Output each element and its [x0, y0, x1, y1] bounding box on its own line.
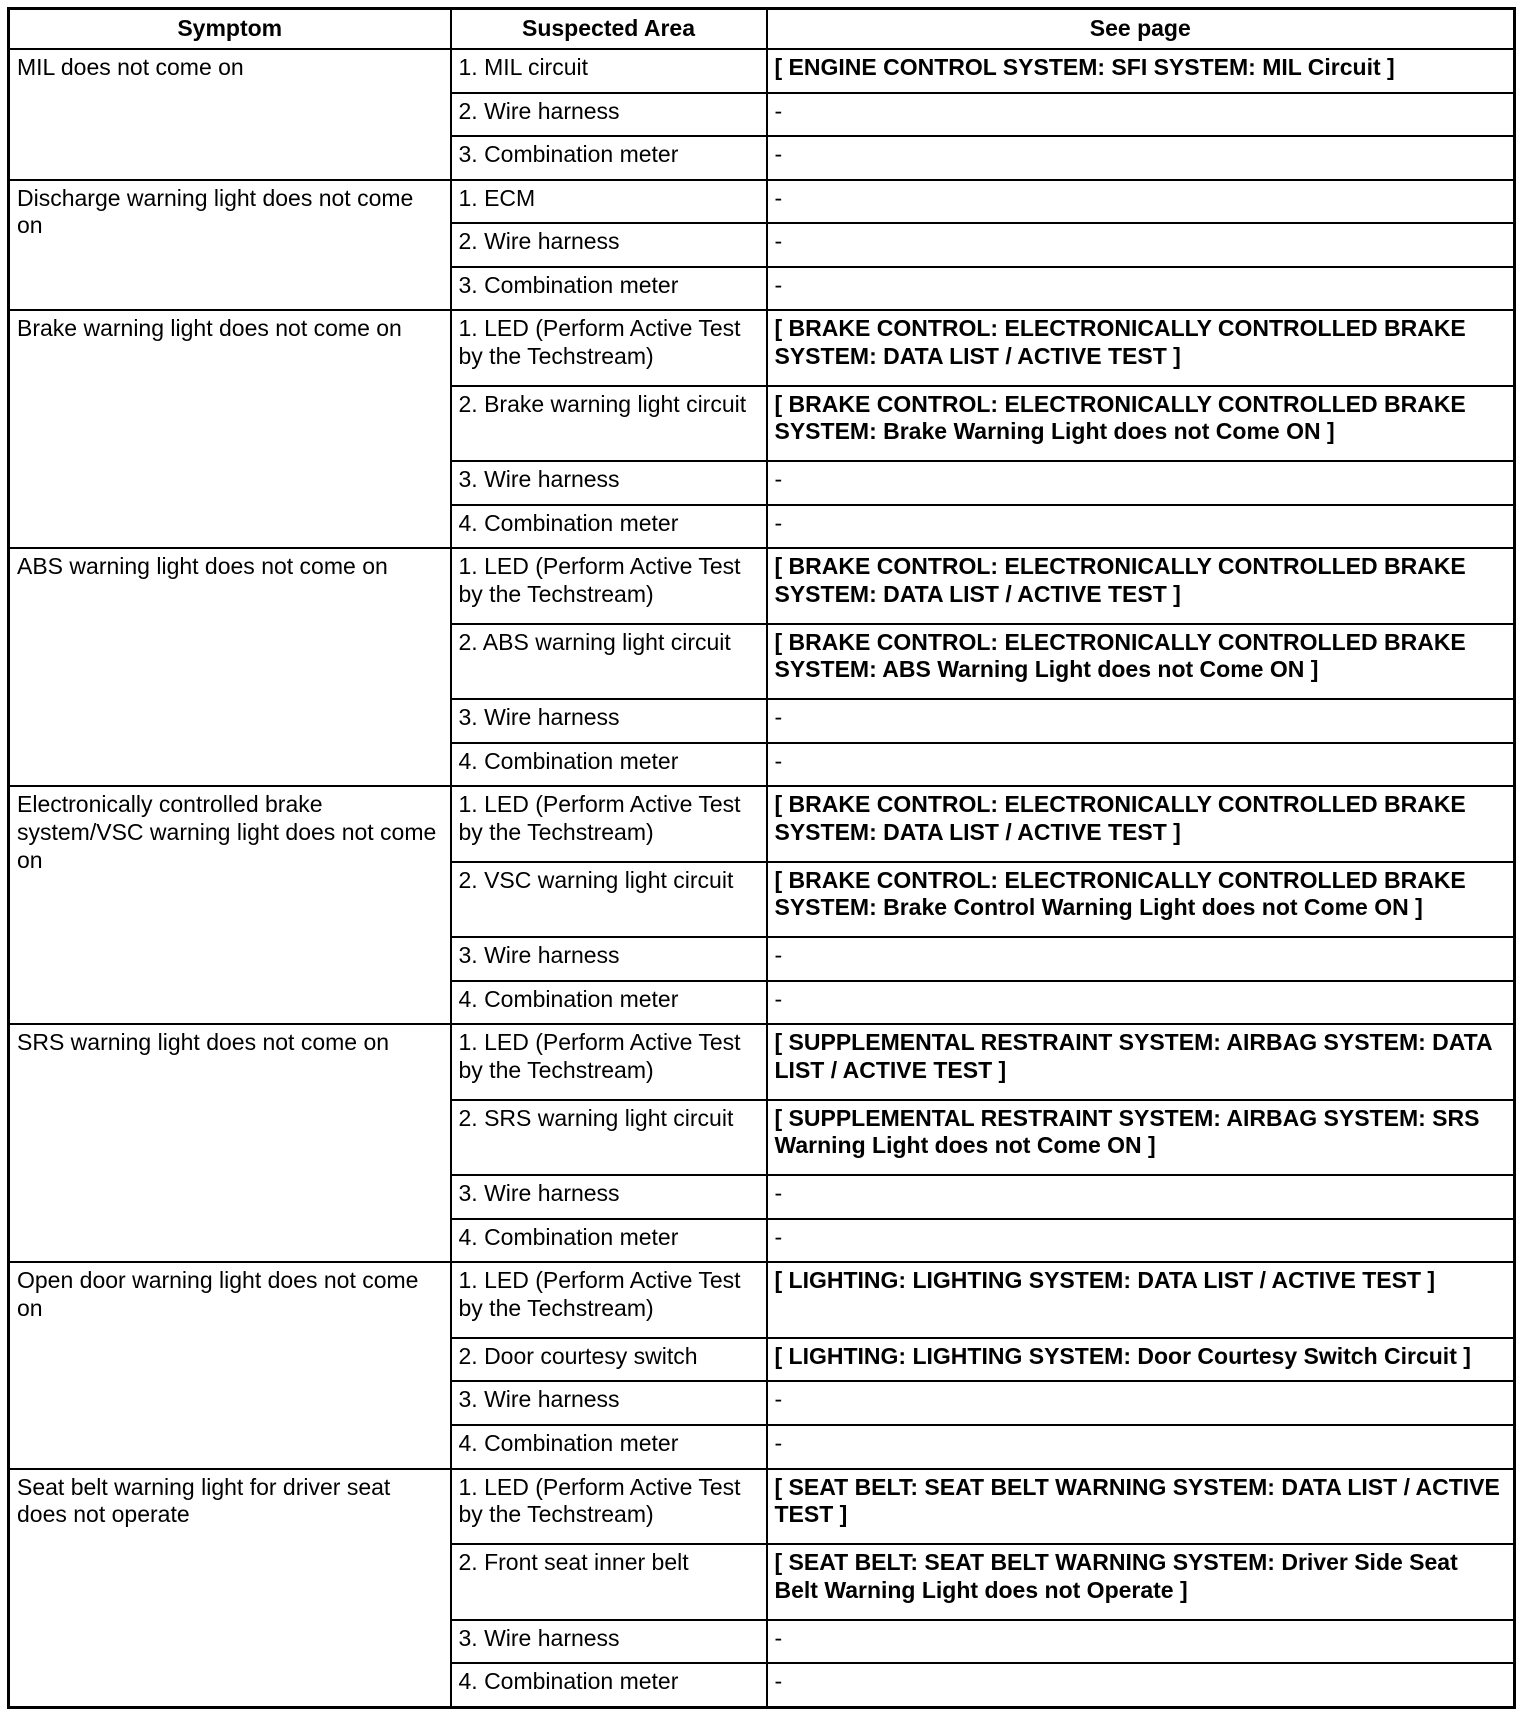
suspected-area-cell: 4. Combination meter	[451, 1219, 767, 1263]
see-page-reference: [ SUPPLEMENTAL RESTRAINT SYSTEM: AIRBAG SYSTEM: DATA LIST / ACTIVE TEST ]	[767, 1024, 1515, 1100]
table-row	[9, 786, 1515, 862]
see-page-cell: -	[767, 267, 1515, 311]
see-page-cell: -	[767, 1381, 1515, 1425]
suspected-area-cell: 4. Combination meter	[451, 1425, 767, 1469]
see-page-reference: [ BRAKE CONTROL: ELECTRONICALLY CONTROLLED BRAKE SYSTEM: Brake Warning Light does not Come ON ]	[767, 386, 1515, 462]
header-see-page: See page	[767, 9, 1515, 50]
suspected-area-cell: 3. Wire harness	[451, 1175, 767, 1219]
symptom-cell: ABS warning light does not come on	[9, 548, 451, 786]
suspected-area-cell: 4. Combination meter	[451, 1663, 767, 1707]
table-row	[9, 548, 1515, 624]
problem-symptoms-table	[7, 7, 1516, 1709]
header-row	[9, 9, 1515, 50]
see-page-cell: -	[767, 1425, 1515, 1469]
see-page-reference: [ SEAT BELT: SEAT BELT WARNING SYSTEM: Driver Side Seat Belt Warning Light does not Operate ]	[767, 1544, 1515, 1620]
suspected-area-cell: 1. LED (Perform Active Test by the Techstream)	[451, 548, 767, 624]
symptom-cell: Electronically controlled brake system/VSC warning light does not come on	[9, 786, 451, 1024]
table-row	[9, 1262, 1515, 1338]
see-page-cell: -	[767, 743, 1515, 787]
see-page-reference: [ LIGHTING: LIGHTING SYSTEM: DATA LIST / ACTIVE TEST ]	[767, 1262, 1515, 1338]
symptom-cell: Seat belt warning light for driver seat does not operate	[9, 1469, 451, 1708]
suspected-area-cell: 3. Wire harness	[451, 699, 767, 743]
see-page-reference: [ BRAKE CONTROL: ELECTRONICALLY CONTROLLED BRAKE SYSTEM: ABS Warning Light does not Come ON ]	[767, 624, 1515, 700]
header-symptom: Symptom	[9, 9, 451, 50]
see-page-cell: -	[767, 93, 1515, 137]
suspected-area-cell: 3. Wire harness	[451, 461, 767, 505]
suspected-area-cell: 2. VSC warning light circuit	[451, 862, 767, 938]
symptom-cell: Brake warning light does not come on	[9, 310, 451, 548]
suspected-area-cell: 1. LED (Perform Active Test by the Techstream)	[451, 1024, 767, 1100]
suspected-area-cell: 4. Combination meter	[451, 505, 767, 549]
see-page-cell: -	[767, 981, 1515, 1025]
table-row	[9, 180, 1515, 224]
suspected-area-cell: 3. Combination meter	[451, 136, 767, 180]
see-page-reference: [ BRAKE CONTROL: ELECTRONICALLY CONTROLLED BRAKE SYSTEM: DATA LIST / ACTIVE TEST ]	[767, 548, 1515, 624]
suspected-area-cell: 2. Wire harness	[451, 93, 767, 137]
header-suspected-area: Suspected Area	[451, 9, 767, 50]
suspected-area-cell: 1. LED (Perform Active Test by the Techstream)	[451, 1262, 767, 1338]
suspected-area-cell: 3. Combination meter	[451, 267, 767, 311]
see-page-reference: [ SEAT BELT: SEAT BELT WARNING SYSTEM: DATA LIST / ACTIVE TEST ]	[767, 1469, 1515, 1545]
suspected-area-cell: 2. Wire harness	[451, 223, 767, 267]
suspected-area-cell: 1. MIL circuit	[451, 49, 767, 93]
suspected-area-cell: 1. LED (Perform Active Test by the Techstream)	[451, 786, 767, 862]
see-page-cell: -	[767, 937, 1515, 981]
suspected-area-cell: 3. Wire harness	[451, 1381, 767, 1425]
table-body	[9, 49, 1515, 1708]
see-page-cell: -	[767, 1663, 1515, 1707]
symptom-cell: Discharge warning light does not come on	[9, 180, 451, 311]
see-page-cell: -	[767, 505, 1515, 549]
see-page-reference: [ ENGINE CONTROL SYSTEM: SFI SYSTEM: MIL Circuit ]	[767, 49, 1515, 93]
table-row	[9, 49, 1515, 93]
suspected-area-cell: 3. Wire harness	[451, 937, 767, 981]
table-row	[9, 1024, 1515, 1100]
see-page-cell: -	[767, 1219, 1515, 1263]
symptom-cell: SRS warning light does not come on	[9, 1024, 451, 1262]
see-page-reference: [ LIGHTING: LIGHTING SYSTEM: Door Courtesy Switch Circuit ]	[767, 1338, 1515, 1382]
table-row	[9, 1469, 1515, 1545]
see-page-cell: -	[767, 180, 1515, 224]
see-page-reference: [ BRAKE CONTROL: ELECTRONICALLY CONTROLLED BRAKE SYSTEM: Brake Control Warning Light does not Come ON ]	[767, 862, 1515, 938]
symptom-cell: Open door warning light does not come on	[9, 1262, 451, 1468]
see-page-cell: -	[767, 1175, 1515, 1219]
see-page-cell: -	[767, 136, 1515, 180]
see-page-cell: -	[767, 699, 1515, 743]
see-page-reference: [ SUPPLEMENTAL RESTRAINT SYSTEM: AIRBAG SYSTEM: SRS Warning Light does not Come ON ]	[767, 1100, 1515, 1176]
suspected-area-cell: 1. LED (Perform Active Test by the Techstream)	[451, 1469, 767, 1545]
table-row	[9, 310, 1515, 386]
symptom-cell: MIL does not come on	[9, 49, 451, 180]
suspected-area-cell: 2. ABS warning light circuit	[451, 624, 767, 700]
suspected-area-cell: 1. ECM	[451, 180, 767, 224]
suspected-area-cell: 2. Door courtesy switch	[451, 1338, 767, 1382]
see-page-cell: -	[767, 223, 1515, 267]
see-page-reference: [ BRAKE CONTROL: ELECTRONICALLY CONTROLLED BRAKE SYSTEM: DATA LIST / ACTIVE TEST ]	[767, 310, 1515, 386]
see-page-cell: -	[767, 461, 1515, 505]
suspected-area-cell: 2. Front seat inner belt	[451, 1544, 767, 1620]
suspected-area-cell: 1. LED (Perform Active Test by the Techstream)	[451, 310, 767, 386]
suspected-area-cell: 3. Wire harness	[451, 1620, 767, 1664]
suspected-area-cell: 4. Combination meter	[451, 743, 767, 787]
suspected-area-cell: 2. Brake warning light circuit	[451, 386, 767, 462]
suspected-area-cell: 4. Combination meter	[451, 981, 767, 1025]
see-page-reference: [ BRAKE CONTROL: ELECTRONICALLY CONTROLLED BRAKE SYSTEM: DATA LIST / ACTIVE TEST ]	[767, 786, 1515, 862]
see-page-cell: -	[767, 1620, 1515, 1664]
suspected-area-cell: 2. SRS warning light circuit	[451, 1100, 767, 1176]
